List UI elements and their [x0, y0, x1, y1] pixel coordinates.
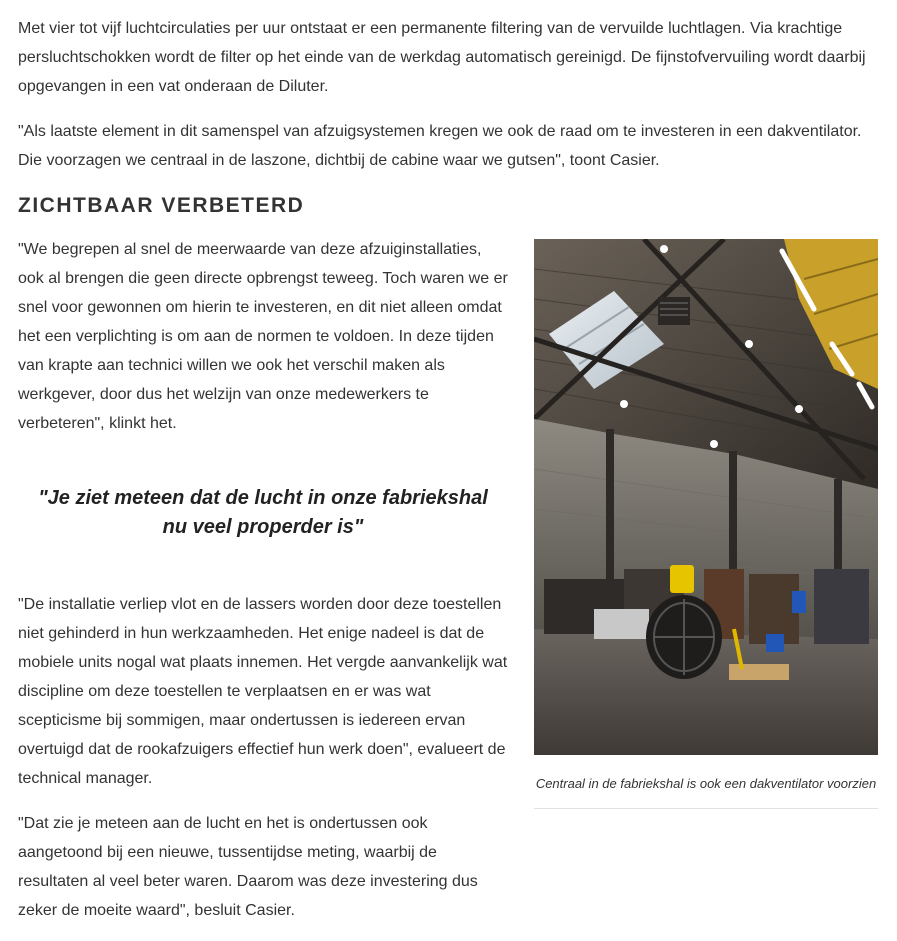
- paragraph-filtering: Met vier tot vijf luchtcirculaties per uur ontstaat er een permanente filtering van de vervuilde luchtlagen. Via krachtige persluchtschokken wordt de filter op het einde van de werkdag automatisch gereinigd. De fijnstofvervuiling wordt daarbij opgevangen in een vat onderaan de Diluter.: [18, 20, 866, 95]
- paragraph-dakventilator: "Als laatste element in dit samenspel van afzuigsystemen kregen we ook de raad om te investeren in een dakventilator. Die voorzagen we centraal in de laszone, dichtbij de cabine waar we gutsen", toont Casier.: [18, 123, 862, 169]
- paragraph-conclusie: "Dat zie je meteen aan de lucht en het is ondertussen ook aangetoond bij een nieuwe, tussentijdse meting, waarbij de resultaten al veel beter waren. Daarom was deze investering dus zeker de moeite waard", besluit Casier.: [18, 815, 478, 919]
- article-split-section: [18, 235, 880, 925]
- article-figure: [534, 239, 878, 809]
- pull-quote: "Je ziet meteen dat de lucht in onze fabriekshal nu veel properder is": [38, 487, 488, 538]
- figure-caption: Centraal in de fabriekshal is ook een dakventilator voorzien: [535, 776, 877, 791]
- article-body: [18, 14, 880, 941]
- text-column: [18, 235, 508, 925]
- section-heading: ZICHTBAAR VERBETERD: [18, 194, 305, 217]
- factory-hall-photo[interactable]: [534, 239, 878, 755]
- paragraph-installatie: "De installatie verliep vlot en de lassers worden door deze toestellen niet gehinderd in hun werkzaamheden. Het enige nadeel is dat de mobiele units nogal wat plaats innemen. Het vergde aanvankelijk wat discipline om deze toestellen te verplaatsen en er was wat scepticisme bij sommigen, maar ondertussen is iedereen ervan overtuigd dat de rookafzuigers effectief hun werk doen", evalueert de technical manager.: [18, 596, 508, 787]
- paragraph-meerwaarde: "We begrepen al snel de meerwaarde van deze afzuiginstallaties, ook al brengen die geen directe opbrengst teweeg. Toch waren we er snel voor gewonnen om hierin te investeren, en dit niet alleen omdat het een verplichting is om aan de normen te voldoen. In deze tijden van krapte aan technici willen we ook het verschil maken als werkgever, door dus het welzijn van onze medewerkers te verbeteren", klinkt het.: [18, 241, 508, 432]
